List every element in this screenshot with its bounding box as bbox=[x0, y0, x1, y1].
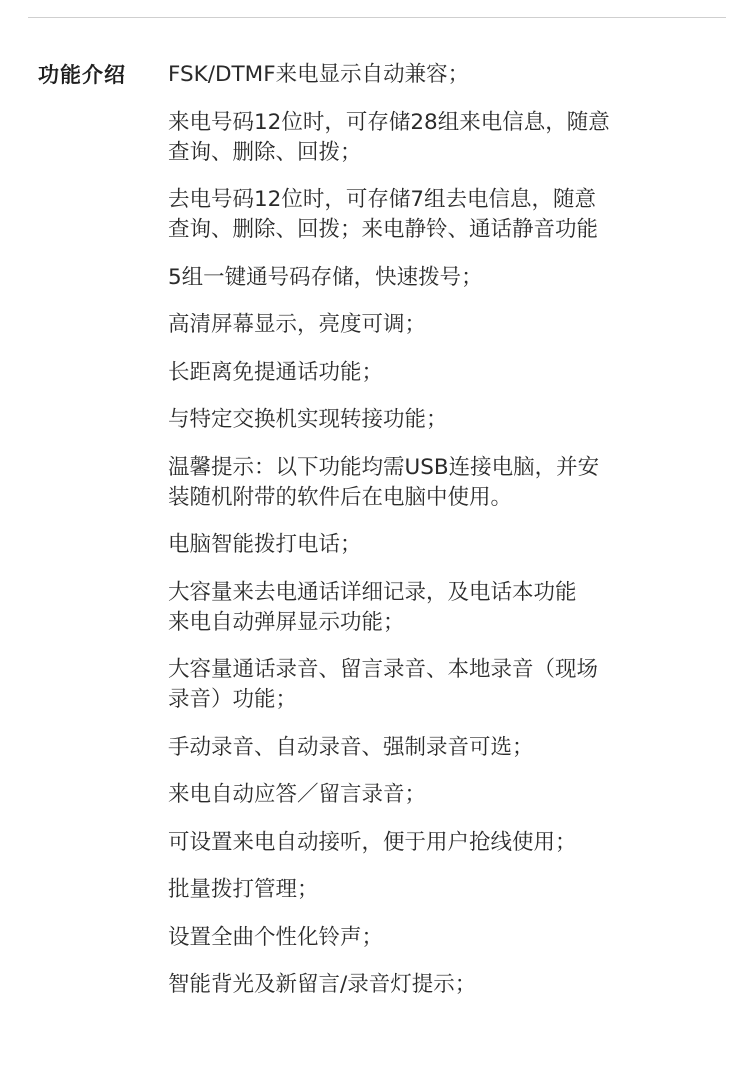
feature-item-line: 来电自动应答／留言录音； bbox=[168, 782, 427, 807]
feature-item-line: 5组一键通号码存储，快速拨号； bbox=[168, 264, 483, 290]
feature-item-line: 来电号码12位时，可存储28组来电信息，随意 bbox=[168, 109, 610, 135]
feature-item-line: 电脑智能拨打电话； bbox=[168, 532, 362, 557]
feature-item-line: 手动录音、自动录音、强制录音可选； bbox=[168, 734, 534, 760]
feature-item bbox=[168, 405, 678, 435]
feature-list bbox=[168, 60, 678, 1018]
feature-item-line: FSK/DTMF来电显示自动兼容； bbox=[168, 62, 470, 87]
feature-item bbox=[168, 310, 678, 340]
feature-item-line: 可设置来电自动接听，便于用户抢线使用； bbox=[168, 829, 577, 855]
feature-item-line: 大容量来去电通话详细记录，及电话本功能 bbox=[168, 579, 577, 605]
feature-item-line: 查询、删除、回拨； bbox=[168, 139, 362, 165]
feature-item-line: 查询、删除、回拨；来电静铃、通话静音功能 bbox=[168, 217, 599, 242]
feature-item bbox=[168, 530, 678, 560]
feature-item bbox=[168, 60, 678, 90]
feature-item bbox=[168, 263, 678, 293]
feature-item-line: 与特定交换机实现转接功能； bbox=[168, 407, 448, 432]
feature-item bbox=[168, 780, 678, 810]
feature-item bbox=[168, 108, 678, 168]
feature-item bbox=[168, 923, 678, 953]
feature-item bbox=[168, 970, 678, 1000]
feature-item-line: 大容量通话录音、留言录音、本地录音（现场 bbox=[168, 657, 599, 682]
feature-item bbox=[168, 828, 678, 858]
feature-item-line: 批量拨打管理； bbox=[168, 877, 319, 902]
feature-item-line: 长距离免提通话功能； bbox=[168, 359, 384, 385]
feature-item-line: 设置全曲个性化铃声； bbox=[168, 924, 384, 950]
feature-item-line: 温馨提示：以下功能均需USB连接电脑，并安 bbox=[168, 454, 600, 480]
feature-item-line: 高清屏幕显示，亮度可调； bbox=[168, 312, 427, 337]
top-divider bbox=[28, 17, 726, 18]
section-label: 功能介绍 bbox=[38, 63, 126, 87]
feature-item bbox=[168, 875, 678, 905]
feature-item-line: 装随机附带的软件后在电脑中使用。 bbox=[168, 484, 513, 510]
feature-item bbox=[168, 655, 678, 715]
feature-item bbox=[168, 733, 678, 763]
feature-item-line: 智能背光及新留言/录音灯提示； bbox=[168, 972, 477, 997]
feature-item bbox=[168, 578, 678, 638]
feature-item bbox=[168, 185, 678, 245]
feature-item-line: 去电号码12位时，可存储7组去电信息，随意 bbox=[168, 187, 597, 212]
feature-item-line: 录音）功能； bbox=[168, 687, 298, 712]
feature-item-line: 来电自动弹屏显示功能； bbox=[168, 609, 405, 635]
feature-item bbox=[168, 453, 678, 513]
feature-item bbox=[168, 358, 678, 388]
